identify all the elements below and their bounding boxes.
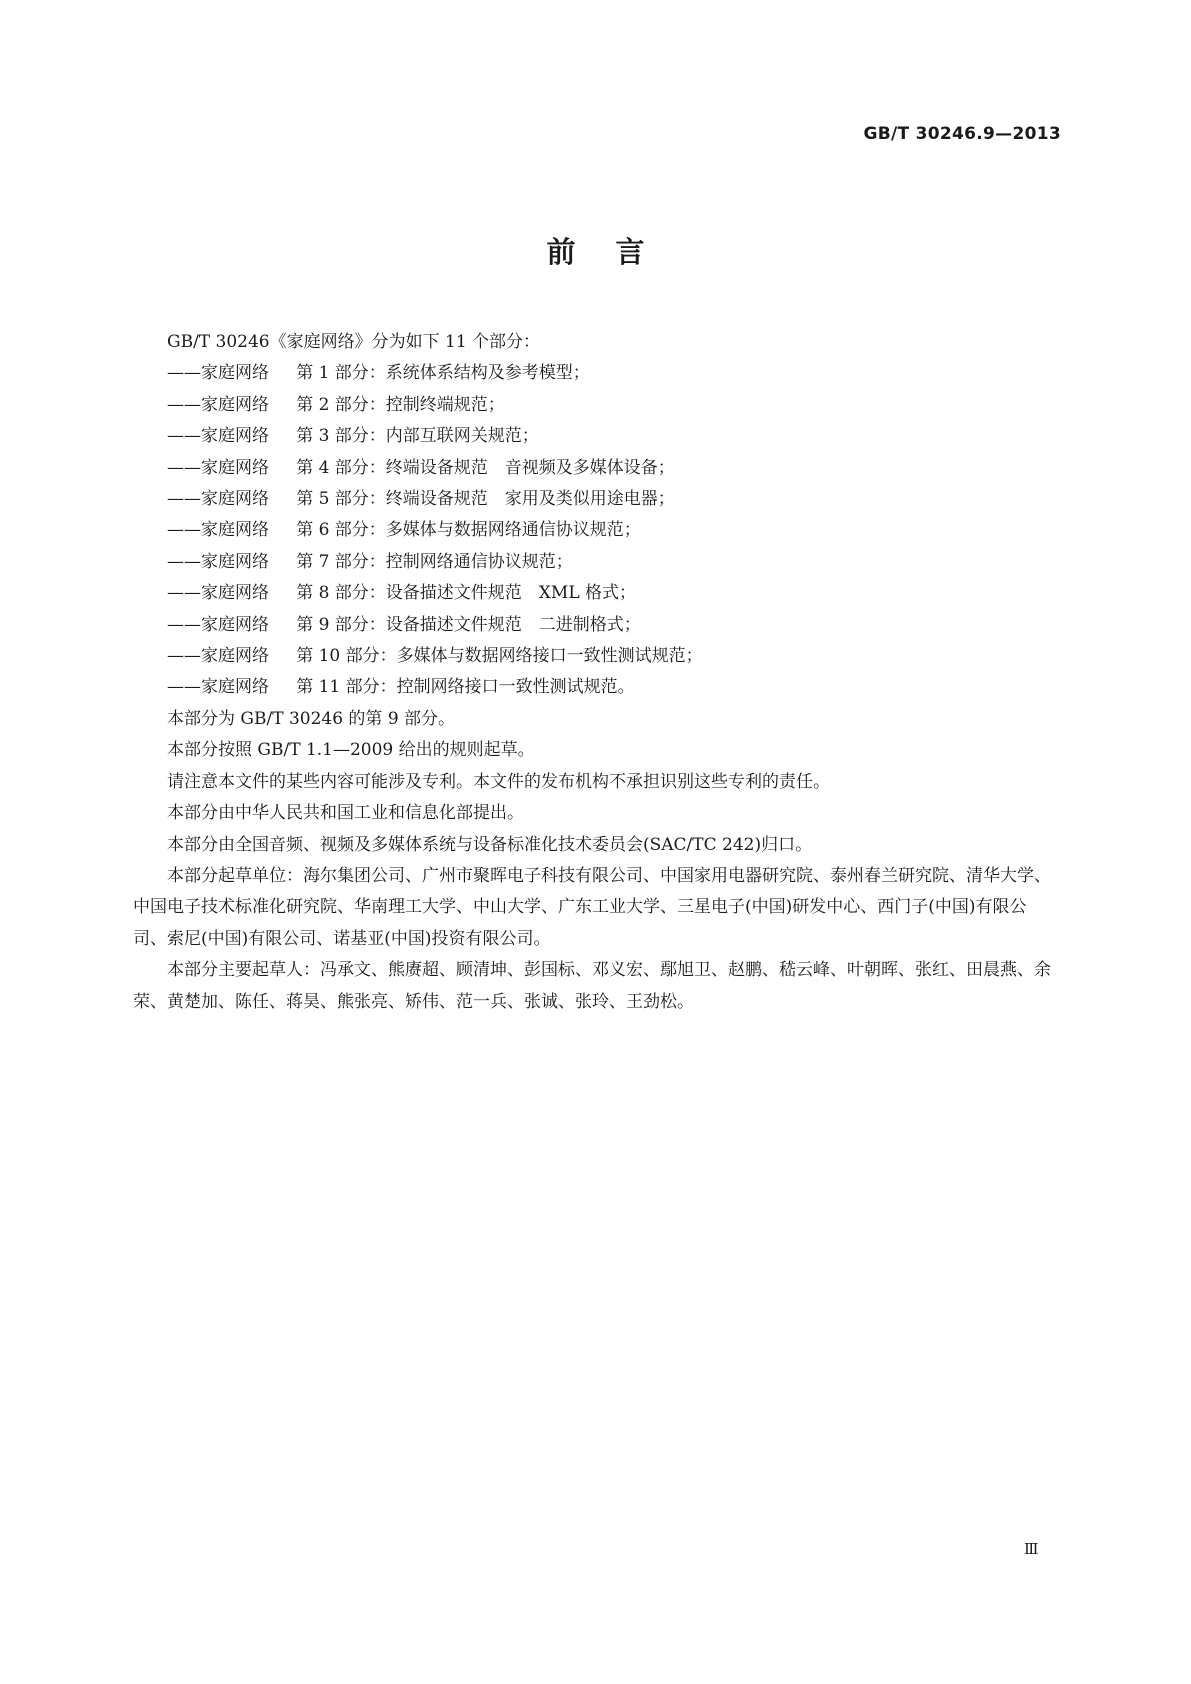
list-item <box>133 453 1059 484</box>
list-item-prefix: ——家庭网络 <box>167 583 269 604</box>
list-item-prefix: ——家庭网络 <box>167 394 269 415</box>
list-item-text: 第 5 部分：终端设备规范 家用及类似用途电器； <box>296 489 675 510</box>
list-item-text: 第 9 部分：设备描述文件规范 二进制格式； <box>296 614 641 635</box>
paragraph-proposer: 本部分由中华人民共和国工业和信息化部提出。 <box>167 803 524 824</box>
list-item-text: 第 8 部分：设备描述文件规范 XML 格式； <box>296 583 637 604</box>
list-item <box>133 672 1059 703</box>
list-item-prefix: ——家庭网络 <box>167 426 269 447</box>
list-item-prefix: ——家庭网络 <box>167 646 269 667</box>
list-item-text: 第 6 部分：多媒体与数据网络通信协议规范； <box>296 520 641 541</box>
paragraph-drafting-rules: 本部分按照 GB/T 1.1—2009 给出的规则起草。 <box>167 740 535 761</box>
paragraph-technical-committee: 本部分由全国音频、视频及多媒体系统与设备标准化技术委员会(SAC/TC 242)归口。 <box>167 834 813 855</box>
list-item <box>133 390 1059 421</box>
paragraph-drafters: 本部分主要起草人：冯承文、熊赓超、顾清坤、彭国标、邓义宏、鄢旭卫、赵鹏、嵇云峰、叶朝晖、张红、田晨燕、余荣、黄楚加、陈任、蒋昊、熊张亮、矫伟、范一兵、张诚、张玲、王劲松。 <box>133 960 1051 1012</box>
paragraph-part-number: 本部分为 GB/T 30246 的第 9 部分。 <box>167 708 456 729</box>
list-item <box>133 578 1059 609</box>
list-item-text: 第 4 部分：终端设备规范 音视频及多媒体设备； <box>296 457 675 478</box>
list-item-text: 第 2 部分：控制终端规范； <box>296 394 505 415</box>
page-number: Ⅲ <box>1024 1540 1039 1558</box>
list-item-text: 第 3 部分：内部互联网关规范； <box>296 426 539 447</box>
list-item-prefix: ——家庭网络 <box>167 551 269 572</box>
list-item <box>133 547 1059 578</box>
list-item-text: 第 10 部分：多媒体与数据网络接口一致性测试规范； <box>296 646 703 667</box>
list-item-prefix: ——家庭网络 <box>167 363 269 384</box>
list-item-prefix: ——家庭网络 <box>167 677 269 698</box>
list-item <box>133 641 1059 672</box>
list-item-text: 第 11 部分：控制网络接口一致性测试规范。 <box>296 677 635 698</box>
list-item-text: 第 7 部分：控制网络通信协议规范； <box>296 551 573 572</box>
list-item <box>133 358 1059 389</box>
page-title: 前言 <box>546 235 685 269</box>
list-item-text: 第 1 部分：系统体系结构及参考模型； <box>296 363 590 384</box>
paragraph-drafting-organizations: 本部分起草单位：海尔集团公司、广州市聚晖电子科技有限公司、中国家用电器研究院、泰州春兰研究院、清华大学、中国电子技术标准化研究院、华南理工大学、中山大学、广东工业大学、三星电子(中国)研发中心、西门子(中国)有限公司、索尼(中国)有限公司、诺基亚(中国)投资有限公司。 <box>133 865 1051 949</box>
list-item <box>133 515 1059 546</box>
list-item-prefix: ——家庭网络 <box>167 489 269 510</box>
intro-paragraph: GB/T 30246《家庭网络》分为如下 11 个部分： <box>167 332 541 352</box>
list-item-prefix: ——家庭网络 <box>167 520 269 541</box>
list-item <box>133 484 1059 515</box>
parts-list <box>133 358 1059 703</box>
list-item <box>133 610 1059 641</box>
paragraph-patent-notice: 请注意本文件的某些内容可能涉及专利。本文件的发布机构不承担识别这些专利的责任。 <box>167 771 830 792</box>
list-item-prefix: ——家庭网络 <box>167 614 269 635</box>
document-body <box>133 327 1059 1018</box>
list-item-prefix: ——家庭网络 <box>167 457 269 478</box>
standard-code: GB/T 30246.9—2013 <box>863 124 1061 144</box>
list-item <box>133 421 1059 452</box>
